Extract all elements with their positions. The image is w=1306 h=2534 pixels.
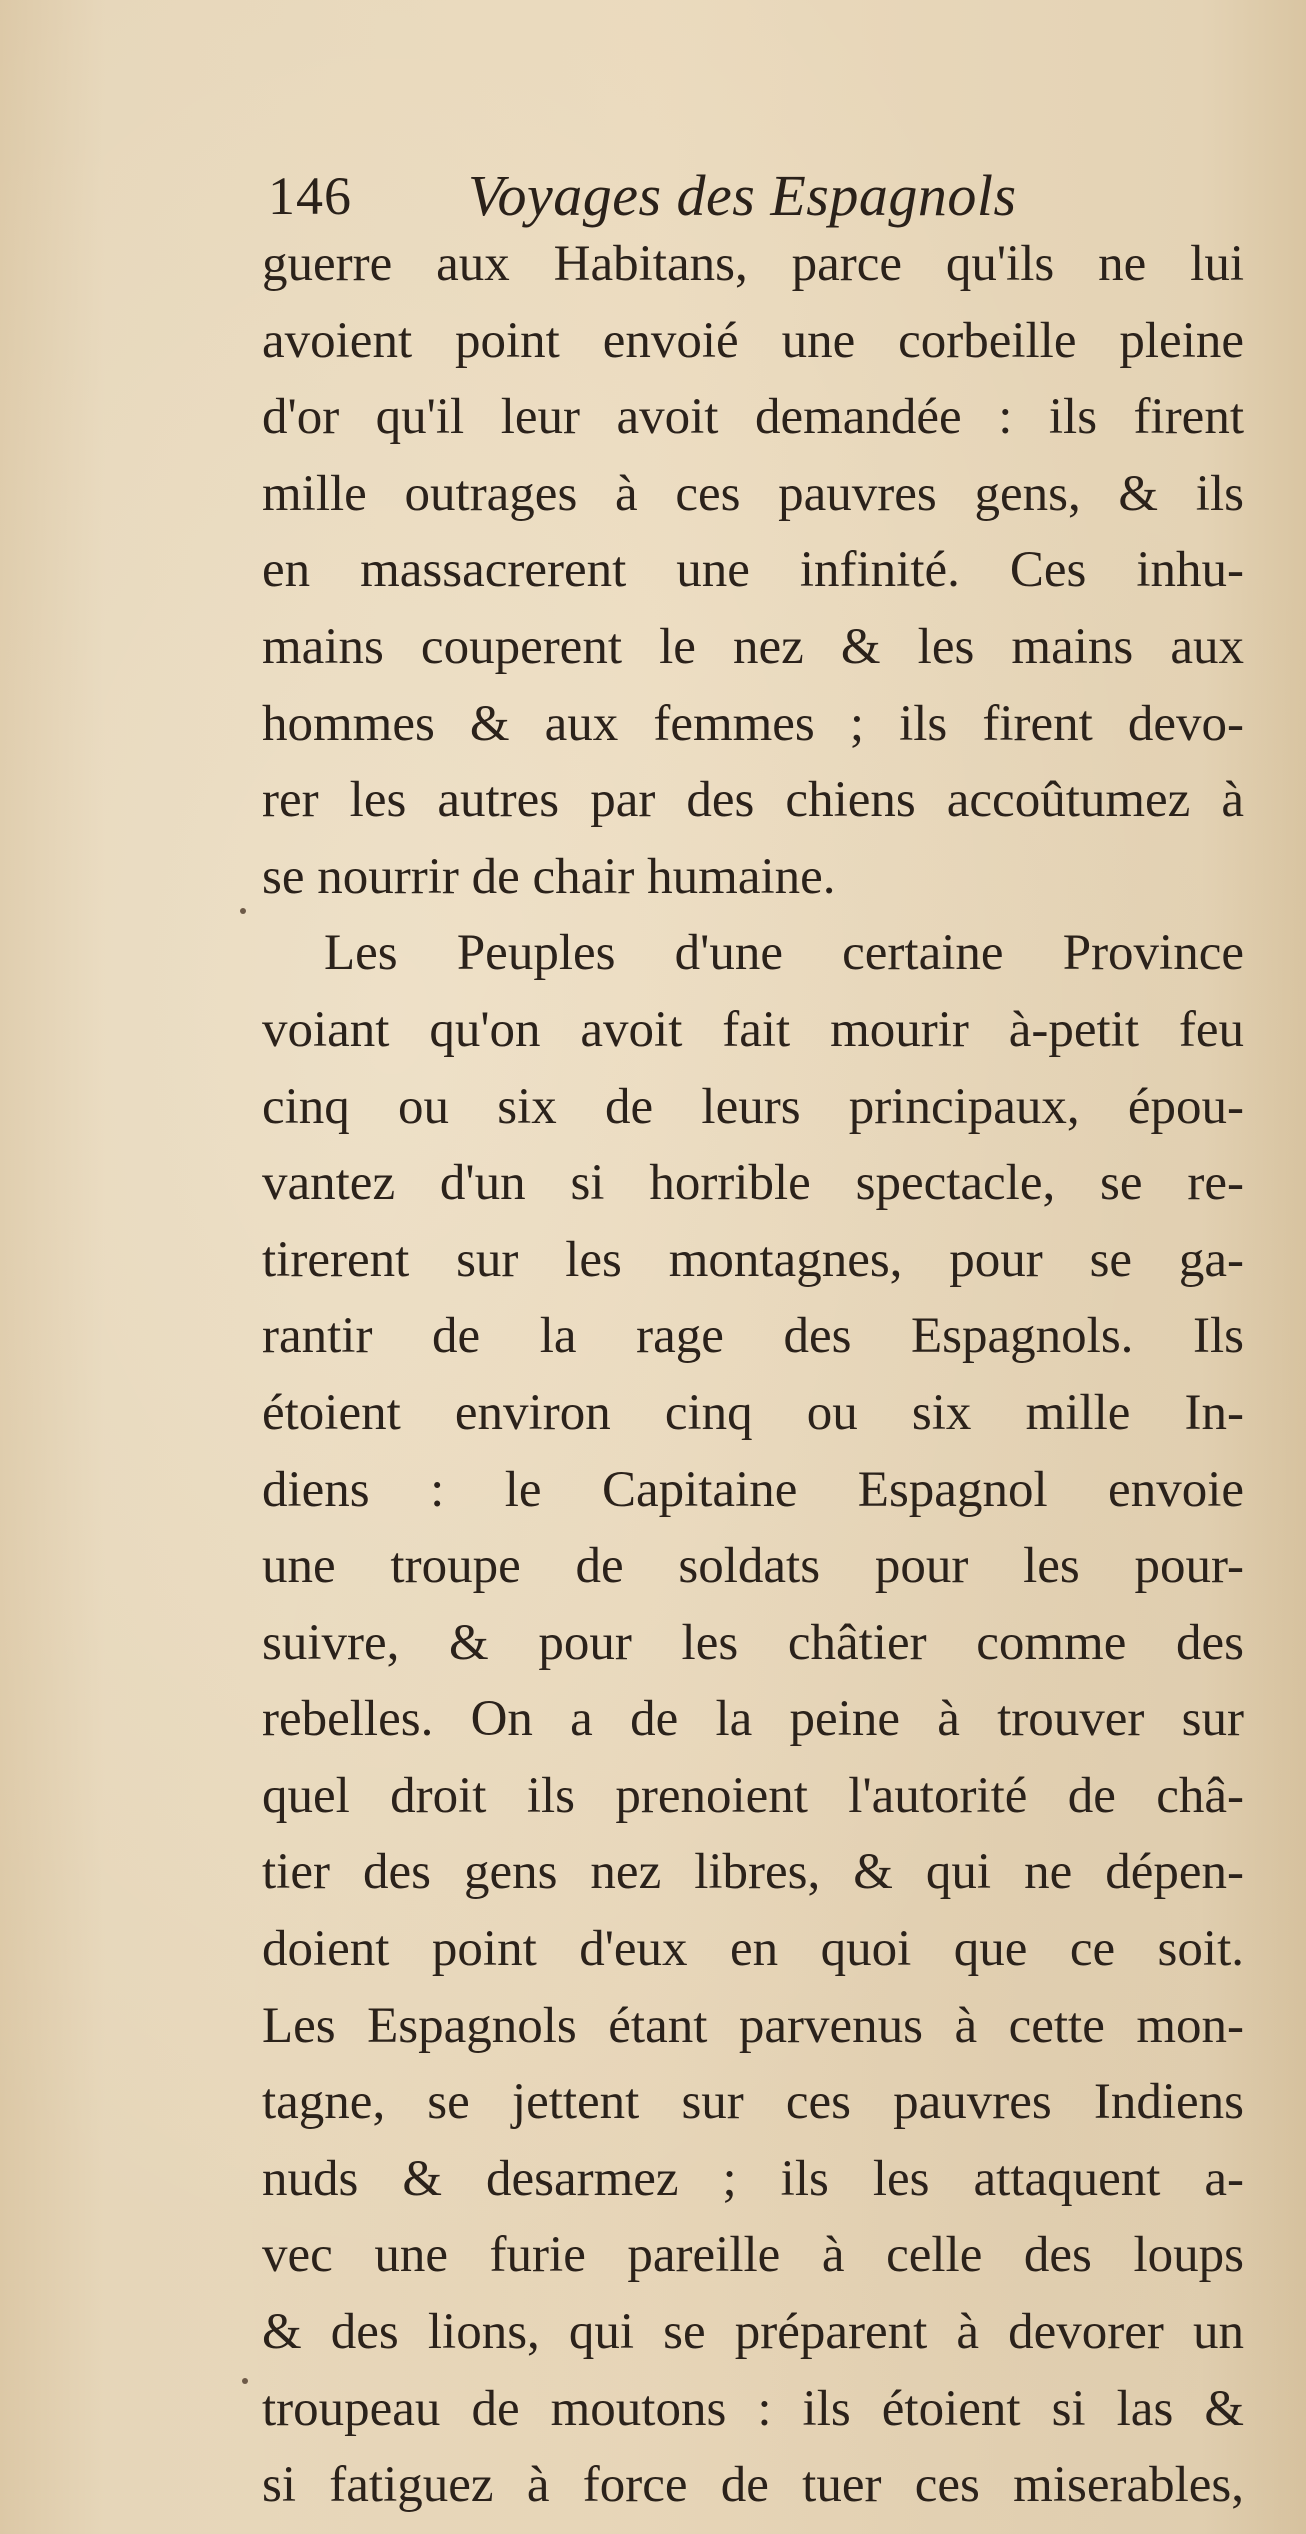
main-text xyxy=(262,226,1244,2524)
text-line: vantez d'un si horrible spectacle, se re- xyxy=(262,1155,1244,1212)
text-line: voiant qu'on avoit fait mourir à-petit feu xyxy=(262,1001,1244,1058)
text-line: diens : le Capitaine Espagnol envoie xyxy=(262,1461,1244,1518)
text-line: quel droit ils prenoient l'autorité de châ- xyxy=(262,1767,1244,1824)
text-line: rer les autres par des chiens accoûtumez à xyxy=(262,772,1244,829)
text-line: nuds & desarmez ; ils les attaquent a- xyxy=(262,2150,1244,2207)
text-line: & des lions, qui se préparent à devorer un xyxy=(262,2304,1244,2361)
text-line: Les Peuples d'une certaine Province xyxy=(324,925,1244,982)
text-line: se nourrir de chair humaine. xyxy=(262,848,836,905)
text-line: cinq ou six de leurs principaux, épou- xyxy=(262,1078,1244,1135)
text-line: tirerent sur les montagnes, pour se ga- xyxy=(262,1231,1244,1288)
page-number: 146 xyxy=(268,166,352,226)
text-line: si fatiguez à force de tuer ces miserables, xyxy=(262,2457,1244,2514)
text-line: d'or qu'il leur avoit demandée : ils firent xyxy=(262,389,1244,446)
text-line: mille outrages à ces pauvres gens, & ils xyxy=(262,465,1244,522)
ink-speck xyxy=(242,2378,248,2384)
text-line: mains couperent le nez & les mains aux xyxy=(262,618,1244,675)
running-title: Voyages des Espagnols xyxy=(468,163,1017,228)
text-line: rantir de la rage des Espagnols. Ils xyxy=(262,1308,1244,1365)
paragraph-1 xyxy=(262,226,1244,915)
paragraph-2 xyxy=(262,915,1244,2523)
text-line: en massacrerent une infinité. Ces inhu- xyxy=(262,542,1244,599)
text-line: suivre, & pour les châtier comme des xyxy=(262,1614,1244,1671)
text-line: tagne, se jettent sur ces pauvres Indiens xyxy=(262,2074,1244,2131)
text-line: guerre aux Habitans, parce qu'ils ne lui xyxy=(262,236,1244,292)
text-line: vec une furie pareille à celle des loups xyxy=(262,2227,1244,2284)
ink-speck xyxy=(240,908,246,914)
text-line: troupeau de moutons : ils étoient si las & xyxy=(262,2380,1244,2437)
text-line: une troupe de soldats pour les pour- xyxy=(262,1538,1244,1595)
text-line: étoient environ cinq ou six mille In- xyxy=(262,1384,1244,1441)
text-line: rebelles. On a de la peine à trouver sur xyxy=(262,1691,1244,1748)
text-line: Les Espagnols étant parvenus à cette mon- xyxy=(262,1997,1244,2054)
text-line: doient point d'eux en quoi que ce soit. xyxy=(262,1921,1244,1978)
text-line: hommes & aux femmes ; ils firent devo- xyxy=(262,695,1244,752)
text-line: avoient point envoié une corbeille pleine xyxy=(262,312,1244,369)
page-header xyxy=(268,158,1048,234)
text-line: tier des gens nez libres, & qui ne dépen- xyxy=(262,1844,1244,1901)
